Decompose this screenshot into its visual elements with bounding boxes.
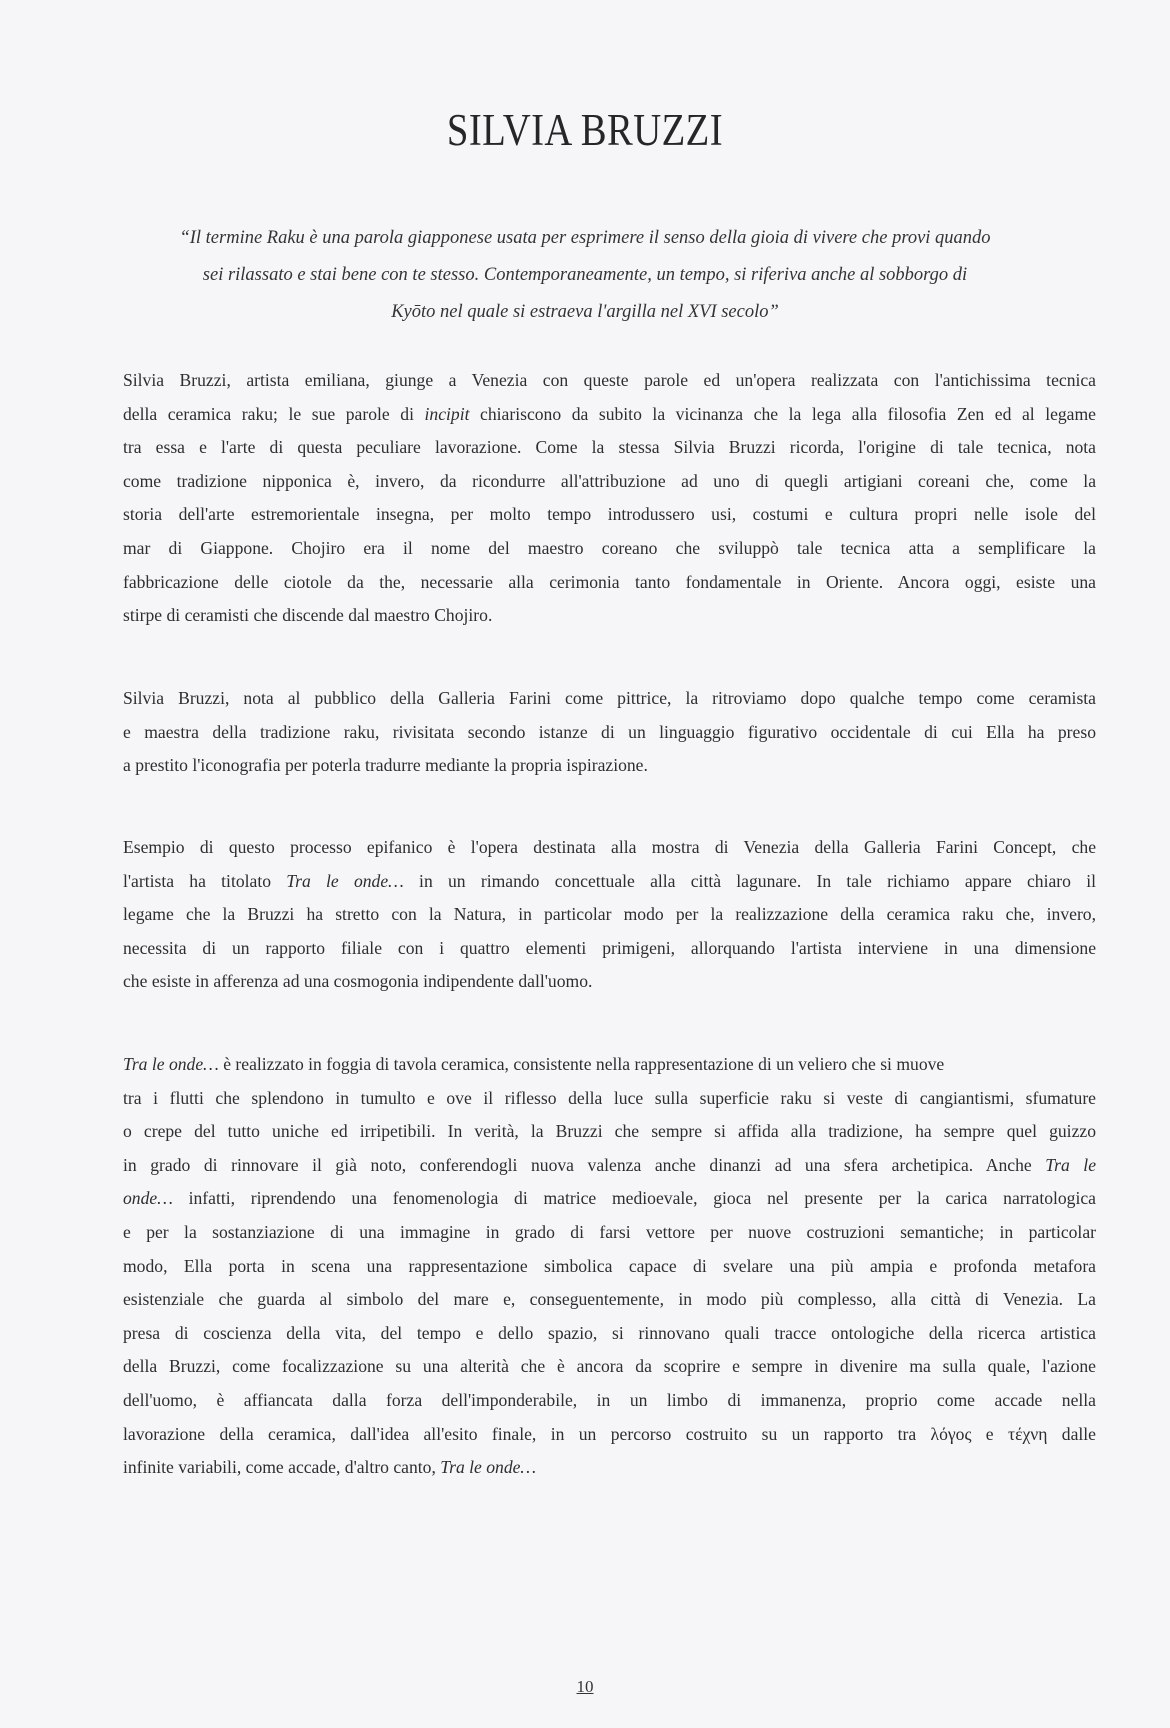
text-line bbox=[123, 1182, 1096, 1216]
text-line: a prestito l'iconografia per poterla tradurre mediante la propria ispirazione. bbox=[123, 755, 648, 776]
text-line: stirpe di ceramisti che discende dal maestro Chojiro. bbox=[123, 605, 493, 626]
text-line bbox=[123, 1048, 1096, 1082]
text-line: dell'uomo, è affiancata dalla forza dell'imponderabile, in un limbo di immanenza, proprio come accade nella bbox=[123, 1389, 1096, 1410]
text-run: l'artista ha titolato bbox=[123, 870, 287, 891]
italic-term: incipit bbox=[424, 403, 470, 424]
text-line: tra i flutti che splendono in tumulto e ove il riflesso della luce sulla superficie raku si veste di cangiantismi, sfumature bbox=[123, 1087, 1096, 1108]
text-line: lavorazione della ceramica, dall'idea all'esito finale, in un percorso costruito su un rapporto tra λόγος e τέχνη dalle bbox=[123, 1423, 1096, 1444]
text-line bbox=[123, 398, 1096, 432]
text-line: tra essa e l'arte di questa peculiare lavorazione. Come la stessa Silvia Bruzzi ricorda, l'origine di tale tecnica, nota bbox=[123, 437, 1096, 458]
quote-line: “Il termine Raku è una parola giapponese usata per esprimere il senso della gioia di vivere che provi quando bbox=[179, 228, 991, 248]
paragraph-1 bbox=[123, 364, 1096, 633]
page-number-text: 10 bbox=[576, 1677, 594, 1696]
text-line: Silvia Bruzzi, artista emiliana, giunge a Venezia con queste parole ed un'opera realizzata con l'antichissima tecnica bbox=[123, 370, 1096, 390]
text-run: è realizzato in foggia di tavola ceramica, consistente nella rappresentazione di un veliero che si muove bbox=[218, 1054, 945, 1074]
text-line: mar di Giappone. Chojiro era il nome del maestro coreano che sviluppò tale tecnica atta a semplificare la bbox=[123, 537, 1096, 558]
text-line bbox=[123, 865, 1096, 899]
artwork-title: Tra le onde… bbox=[286, 870, 404, 891]
text-run: infatti, riprendendo una fenomenologia di matrice medioevale, gioca nel presente per la carica narratologica bbox=[172, 1188, 1096, 1209]
text-line: storia dell'arte estremorientale insegna, per molto tempo introdussero usi, costumi e cultura propri nelle isole del bbox=[123, 504, 1096, 525]
artwork-title: Tra le bbox=[1045, 1154, 1096, 1175]
quote-line: Kyōto nel quale si estraeva l'argilla nel XVI secolo” bbox=[391, 302, 779, 322]
text-line: Silvia Bruzzi, nota al pubblico della Galleria Farini come pittrice, la ritroviamo dopo qualche tempo come ceramista bbox=[123, 688, 1096, 708]
text-line: fabbricazione delle ciotole da the, necessarie alla cerimonia tanto fondamentale in Oriente. Ancora oggi, esiste una bbox=[123, 571, 1096, 592]
text-line: Esempio di questo processo epifanico è l'opera destinata alla mostra di Venezia della Galleria Farini Concept, che bbox=[123, 837, 1096, 857]
text-run: della ceramica raku; le sue parole di bbox=[123, 403, 425, 424]
paragraph-4 bbox=[123, 1048, 1096, 1485]
page-number bbox=[0, 1677, 1170, 1697]
text-line: legame che la Bruzzi ha stretto con la Natura, in particolar modo per la realizzazione della ceramica raku che, invero, bbox=[123, 904, 1096, 925]
page-title: SILVIA BRUZZI bbox=[446, 105, 724, 156]
artwork-title: Tra le onde… bbox=[440, 1457, 537, 1478]
text-line: o crepe del tutto uniche ed irripetibili. In verità, la Bruzzi che sempre si affida alla tradizione, ha sempre quel guizzo bbox=[123, 1121, 1096, 1142]
text-run: in grado di rinnovare il già noto, conferendogli nuova valenza anche dinanzi ad una sfera archetipica. Anche bbox=[123, 1154, 1046, 1175]
text-line: presa di coscienza della vita, del tempo e dello spazio, si rinnovano quali tracce ontologiche della ricerca artistica bbox=[123, 1322, 1096, 1343]
text-line bbox=[123, 1149, 1096, 1183]
text-line: e per la sostanziazione di una immagine in grado di farsi vettore per nuove costruzioni semantiche; in particolar bbox=[123, 1221, 1096, 1242]
text-line: esistenziale che guarda al simbolo del mare e, conseguentemente, in modo più complesso, alla città di Venezia. La bbox=[123, 1289, 1096, 1310]
text-line: che esiste in afferenza ad una cosmogonia indipendente dall'uomo. bbox=[123, 971, 593, 992]
epigraph-quote bbox=[130, 220, 1040, 331]
text-line: come tradizione nipponica è, invero, da ricondurre all'attribuzione ad uno di quegli artigiani coreani che, come la bbox=[123, 470, 1096, 491]
artwork-title: onde… bbox=[123, 1188, 173, 1209]
artwork-title: Tra le onde… bbox=[123, 1054, 219, 1074]
text-line: della Bruzzi, come focalizzazione su una alterità che è ancora da scoprire e sempre in divenire ma sulla quale, l'azione bbox=[123, 1356, 1096, 1377]
text-run: in un rimando concettuale alla città lagunare. In tale richiamo appare chiaro il bbox=[403, 870, 1096, 891]
quote-line: sei rilassato e stai bene con te stesso. Contemporaneamente, un tempo, si riferiva anche al sobborgo di bbox=[202, 265, 968, 285]
text-line: modo, Ella porta in scena una rappresentazione simbolica capace di svelare una più ampia e profonda metafora bbox=[123, 1255, 1096, 1276]
paragraph-3 bbox=[123, 831, 1096, 999]
text-run: chiariscono da subito la vicinanza che la lega alla filosofia Zen ed al legame bbox=[469, 403, 1096, 424]
text-line: e maestra della tradizione raku, rivisitata secondo istanze di un linguaggio figurativo occidentale di cui Ella ha preso bbox=[123, 721, 1096, 742]
paragraph-2 bbox=[123, 682, 1096, 783]
text-line: necessita di un rapporto filiale con i quattro elementi primigeni, allorquando l'artista interviene in una dimensione bbox=[123, 937, 1096, 958]
text-line bbox=[123, 1451, 1096, 1485]
text-run: infinite variabili, come accade, d'altro canto, bbox=[123, 1457, 441, 1478]
